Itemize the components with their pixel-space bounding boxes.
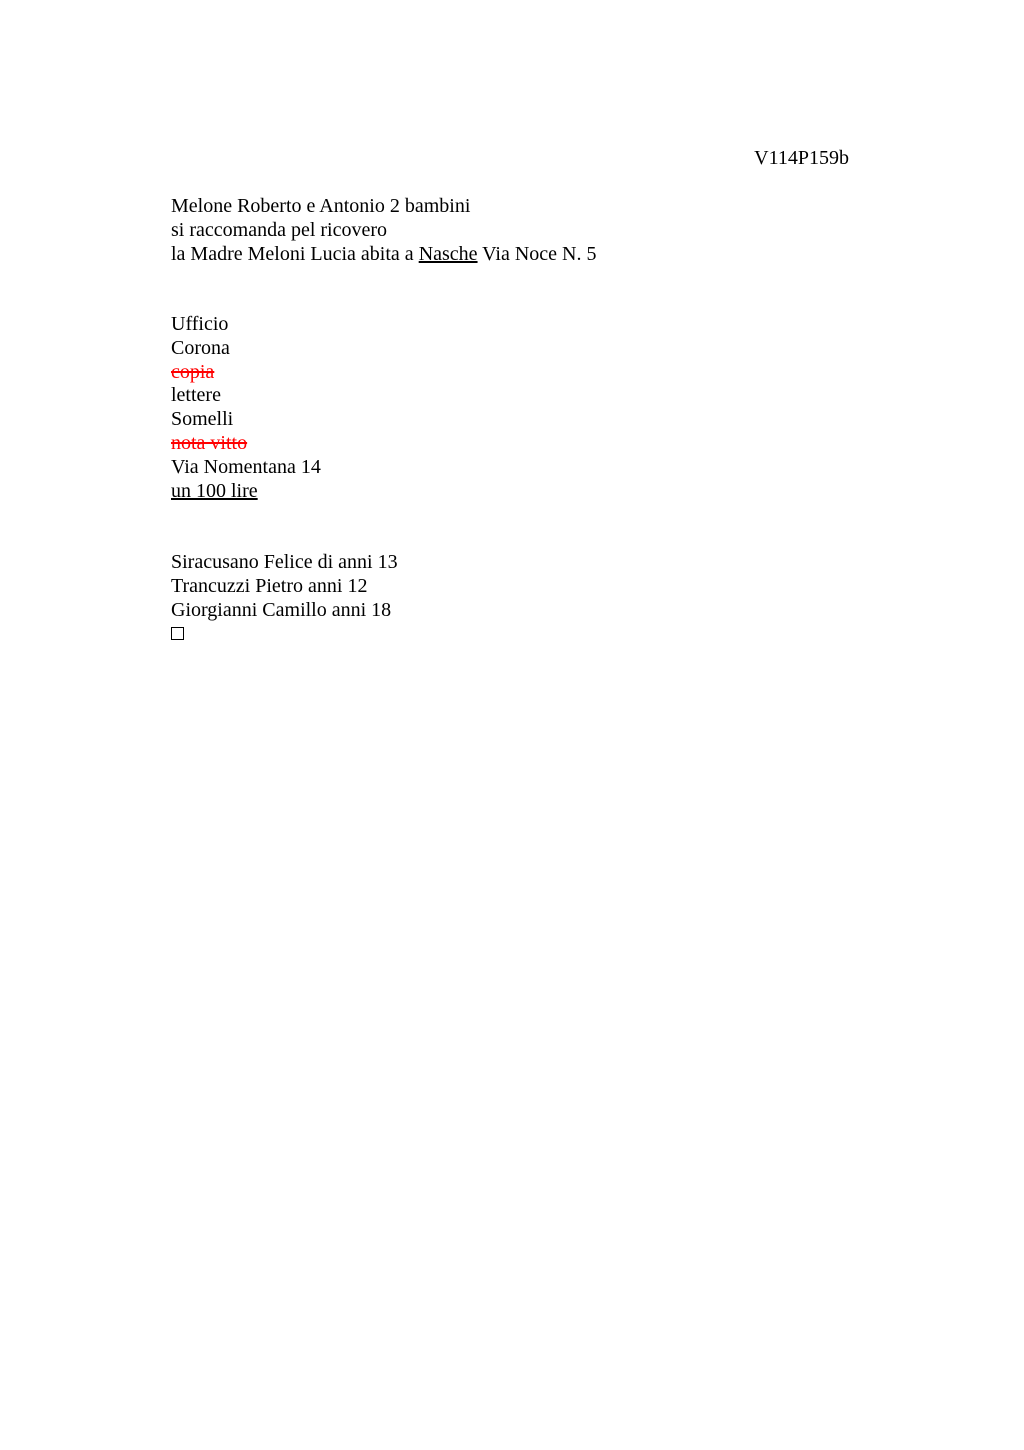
checkbox-line [171, 622, 398, 646]
note-somelli: Somelli [171, 408, 234, 431]
page-identifier: V114P159b [754, 147, 849, 169]
person-giorgianni: Giorgianni Camillo anni 18 [171, 598, 392, 621]
street-address-text: Via Noce N. 5 [477, 242, 597, 265]
note-ufficio: Ufficio [171, 313, 229, 335]
mother-address-text: la Madre Meloni Lucia abita a [171, 242, 419, 265]
note-struck-copia: copia [171, 360, 215, 383]
underlined-town: Nasche [418, 242, 478, 265]
children-recommendation-block [171, 195, 597, 266]
empty-square-icon [171, 627, 184, 640]
children-names-line: Melone Roberto e Antonio 2 bambini [171, 195, 471, 217]
note-address: Via Nomentana 14 [171, 455, 321, 478]
note-amount-line [171, 480, 321, 504]
recommendation-line: si raccomanda pel ricovero [171, 218, 388, 241]
persons-list-block [171, 551, 398, 646]
office-notes-block [171, 313, 321, 503]
note-struck-nota-vitto: nota vitto [171, 431, 248, 454]
note-amount: un 100 lire [171, 479, 258, 502]
note-lettere: lettere [171, 384, 221, 407]
mother-address-line [171, 243, 597, 267]
person-trancuzzi: Trancuzzi Pietro anni 12 [171, 574, 368, 597]
note-corona: Corona [171, 336, 230, 359]
person-siracusano: Siracusano Felice di anni 13 [171, 551, 398, 573]
